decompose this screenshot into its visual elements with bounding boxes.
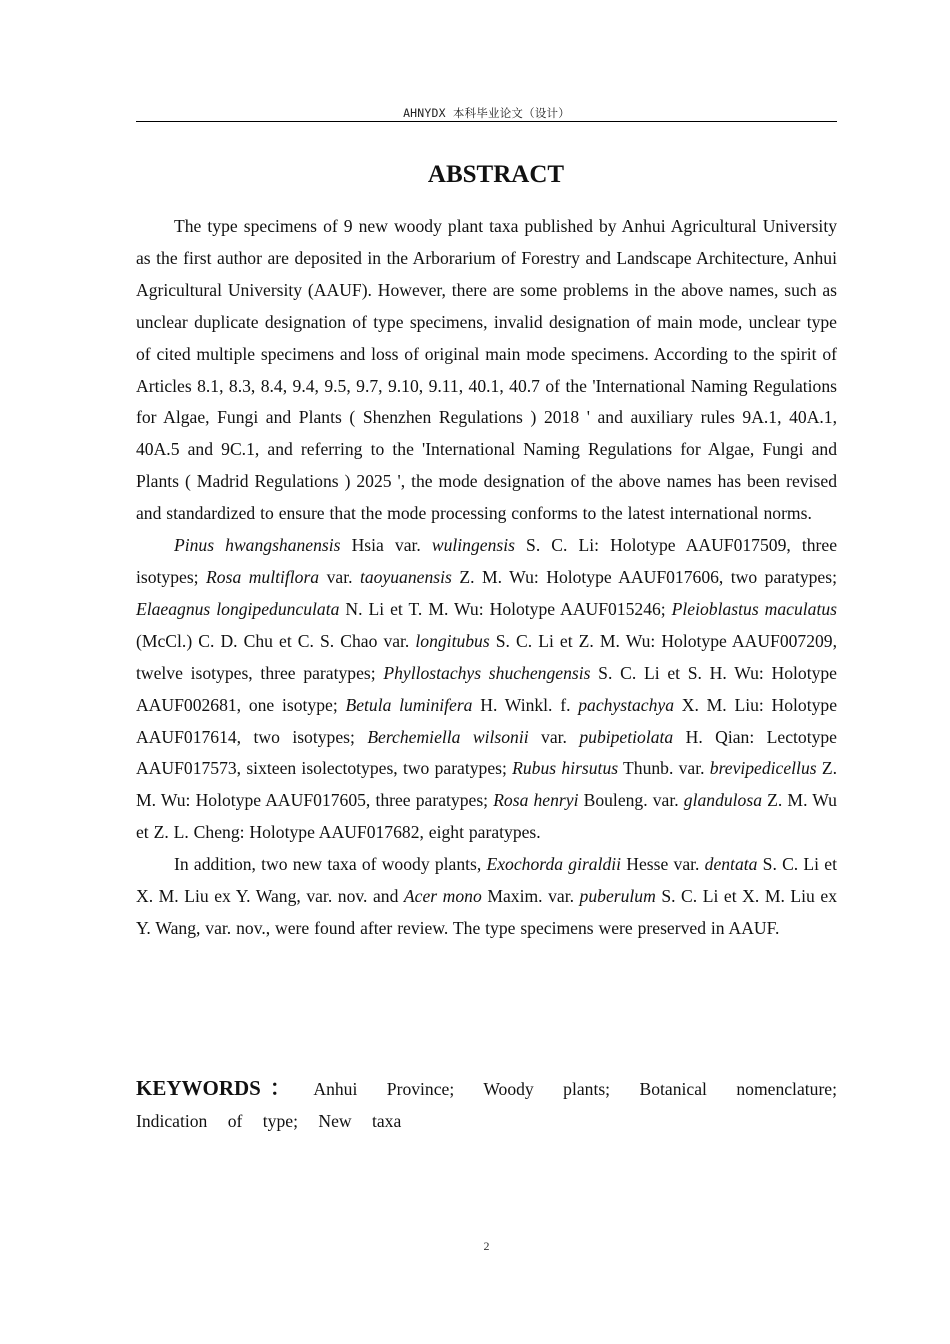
taxon-name: Rosa henryi: [493, 790, 579, 811]
taxon-name: Phyllostachys shuchengensis: [383, 662, 591, 683]
abstract-paragraph-2: [136, 530, 837, 849]
taxon-name: pubipetiolata: [579, 726, 674, 747]
taxon-name: Berchemiella wilsonii: [367, 726, 529, 747]
taxon-name: Acer mono: [403, 886, 482, 907]
taxon-name: longitubus: [415, 630, 490, 651]
text-segment: S. C. Li et Z. M. Wu: Holotype AAUF007209, twelve isotypes, three paratypes;: [136, 630, 837, 683]
text-segment: H. Qian: Lectotype AAUF017573, sixteen isolectotypes, two paratypes;: [136, 726, 837, 779]
text-segment: Z. M. Wu et Z. L. Cheng: Holotype AAUF017682, eight paratypes.: [136, 790, 837, 843]
taxon-name: pachystachya: [578, 694, 675, 715]
text-segment: var.: [528, 726, 580, 747]
text-segment: X. M. Liu: Holotype AAUF017614, two isotypes;: [136, 694, 838, 747]
taxon-name: Exochorda giraldii: [486, 854, 622, 875]
text-segment: S. C. Li: Holotype AAUF017509, three isotypes;: [136, 535, 837, 587]
text-segment: S. C. Li et S. H. Wu: Holotype AAUF002681, one isotype;: [136, 662, 837, 715]
text-segment: Z. M. Wu: Holotype AAUF017606, two paratypes;: [451, 566, 837, 587]
text-segment: Hesse var.: [621, 854, 705, 875]
taxon-name: Betula luminifera: [345, 694, 473, 715]
text-segment: In addition, two new taxa of woody plants,: [174, 854, 487, 875]
text-segment: Thunb. var.: [618, 758, 710, 779]
taxon-name: puberulum: [579, 886, 656, 907]
taxon-name: Rubus hirsutus: [512, 758, 619, 779]
text-segment: (McCl.) C. D. Chu et C. S. Chao var.: [136, 630, 416, 651]
taxon-name: dentata: [704, 854, 758, 875]
keywords-block: [136, 1072, 837, 1137]
taxon-name: wulingensis: [431, 535, 515, 556]
text-segment: S. C. Li et X. M. Liu ex Y. Wang, var. nov., were found after review. The type specimens were preserved in AAUF.: [136, 886, 837, 938]
keywords-values: Anhui Province; Woody plants; Botanical nomenclature; Indication of type; New taxa: [136, 1079, 837, 1131]
running-header: AHNYDX 本科毕业论文（设计）: [403, 106, 570, 120]
abstract-title: ABSTRACT: [427, 161, 565, 188]
page-number: 2: [483, 1239, 490, 1253]
text-segment: H. Winkl. f.: [472, 694, 579, 715]
taxon-name: brevipedicellus: [709, 758, 817, 779]
text-segment: Maxim. var.: [481, 886, 580, 907]
abstract-paragraph-1: The type specimens of 9 new woody plant taxa published by Anhui Agricultural University as the first author are deposited in the Arborarium of Forestry and Landscape Architecture, Anhui Agricultural University (AAUF). However, there are some problems in the above names, such as unclear duplicate designation of type specimens, invalid designation of main mode, unclear type of cited multiple specimens and loss of original main mode specimens. According to the spirit of Articles 8.1, 8.3, 8.4, 9.4, 9.5, 9.7, 9.10, 9.11, 40.1, 40.7 of the 'International Naming Regulations for Algae, Fungi and Plants ( Shenzhen Regulations ) 2018 ' and auxiliary rules 9A.1, 40A.1, 40A.5 and 9C.1, and referring to the 'International Naming Regulations for Algae, Fungi and Plants ( Madrid Regulations ) 2025 ', the mode designation of the above names has been revised and standardized to ensure that the mode processing conforms to the latest international norms.: [136, 216, 837, 524]
taxon-name: Pinus hwangshanensis: [174, 535, 341, 556]
text-segment: Hsia var.: [340, 535, 432, 556]
text-segment: S. C. Li et X. M. Liu ex Y. Wang, var. nov. and: [136, 854, 837, 907]
abstract-paragraph-3: [136, 849, 837, 945]
text-segment: Bouleng. var.: [578, 790, 684, 811]
taxon-name: taoyuanensis: [359, 566, 452, 587]
text-segment: N. Li et T. M. Wu: Holotype AAUF015246;: [339, 598, 672, 619]
header-rule: [136, 121, 837, 122]
taxon-name: Pleioblastus maculatus: [671, 598, 837, 619]
keywords-label: KEYWORDS: [136, 1076, 261, 1100]
taxon-name: Rosa multiflora: [206, 566, 320, 587]
text-segment: var.: [319, 566, 360, 587]
keywords-separator: ：: [260, 1076, 300, 1100]
taxon-name: Elaeagnus longipedunculata: [136, 598, 340, 619]
text-segment: Z. M. Wu: Holotype AAUF017605, three paratypes;: [136, 758, 837, 811]
abstract-body: [136, 211, 837, 945]
taxon-name: glandulosa: [683, 790, 762, 811]
